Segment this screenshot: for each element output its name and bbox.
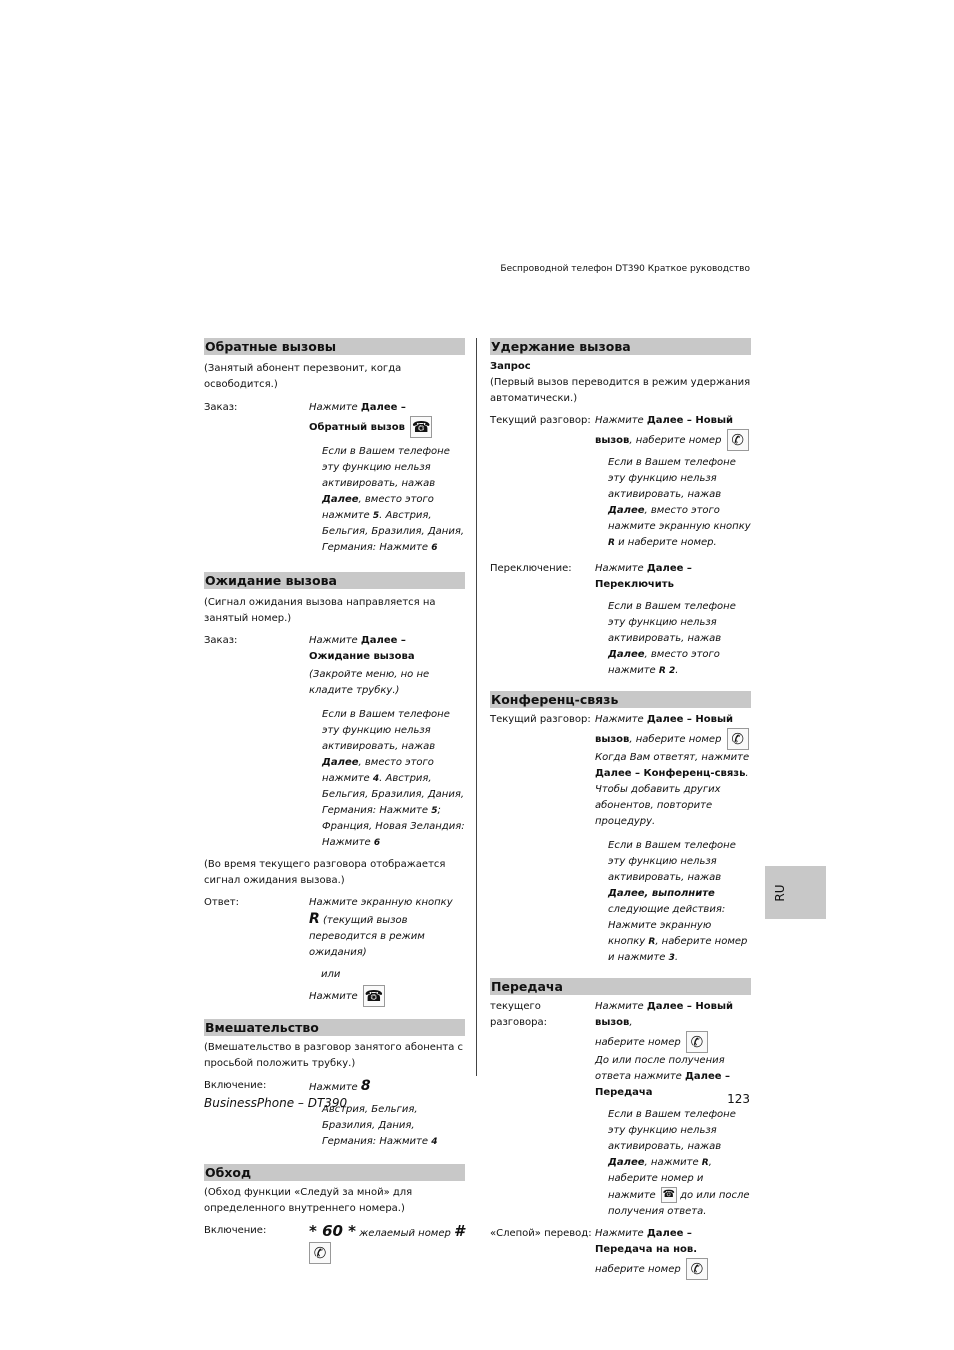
conference-action: Нажмите Далее – Новый вызов, наберите номер ✆ Когда Вам ответят, нажмите Далее – Конференц-связь. Чтобы добавить других абонентов, повторите процедуру. xyxy=(595,714,750,827)
conference-note: Если в Вашем телефоне эту функцию нельзя активировать, нажав Далее, выполните следующие действия: Нажмите экранную кнопку R, наберите номер и нажмите 3. xyxy=(608,840,748,963)
waiting-action: Нажмите Далее – Ожидание вызова xyxy=(309,635,415,662)
section-title-conference: Конференц-связь xyxy=(490,691,751,708)
hold-label: Текущий разговор: xyxy=(490,415,591,426)
blind-transfer-label: «Слепой» перевод: xyxy=(490,1228,592,1239)
callback-description: (Занятый абонент перезвонит, когда освободится.) xyxy=(204,363,402,390)
language-tab: RU xyxy=(765,866,826,919)
section-title-callback: Обратные вызовы xyxy=(204,338,465,355)
callback-icon: ☎ xyxy=(411,418,431,436)
answer-action: Нажмите экранную кнопку R (текущий вызов переводится в режим ожидания) xyxy=(309,897,453,958)
blind-transfer-action: Нажмите Далее – Передача на нов. наберите номер ✆ xyxy=(595,1226,751,1280)
waiting-note: Если в Вашем телефоне эту функцию нельзя активировать, нажав Далее, вместо этого нажмите 4. Австрия, Бельгия, Бразилия, Дания, Германия: Нажмите 5; Франция, Новая Зеландия: Нажмите 6 xyxy=(322,709,465,848)
intrusion-description: (Вмешательство в разговор занятого абонента с просьбой положить трубку.) xyxy=(204,1042,464,1069)
handset-icon: ✆ xyxy=(686,1258,708,1280)
waiting-description-2: (Во время текущего разговора отображается сигнал ожидания вызова.) xyxy=(204,859,446,886)
answer-or: или xyxy=(321,969,341,980)
left-column xyxy=(204,338,465,1264)
callback-note: Если в Вашем телефоне эту функцию нельзя активировать, нажав Далее, вместо этого нажмите 5. Австрия, Бельгия, Бразилия, Дания, Германия: Нажмите 6 xyxy=(322,446,465,553)
section-title-waiting: Ожидание вызова xyxy=(204,572,465,589)
switch-action: Нажмите Далее – Переключить xyxy=(595,563,692,590)
intrusion-action: Нажмите 8 xyxy=(309,1078,371,1094)
page-number: 123 xyxy=(727,1092,750,1106)
hold-note: Если в Вашем телефоне эту функцию нельзя активировать, нажав Далее, вместо этого нажмите экранную кнопку R и наберите номер. xyxy=(608,457,751,548)
bypass-description: (Обход функции «Следуй за мной» для определенного внутреннего номера.) xyxy=(204,1187,413,1214)
waiting-label: Заказ: xyxy=(204,635,238,646)
footer-product: BusinessPhone – DT390 xyxy=(204,1096,348,1110)
column-divider xyxy=(476,338,477,1076)
right-column xyxy=(490,338,751,1280)
section-title-hold: Удержание вызова xyxy=(490,338,751,355)
handset-icon: ✆ xyxy=(727,728,749,750)
bypass-label: Включение: xyxy=(204,1225,267,1236)
bypass-action: * 60 * желаемый номер # ✆ xyxy=(309,1222,465,1262)
switch-label: Переключение: xyxy=(490,563,572,574)
switch-note: Если в Вашем телефоне эту функцию нельзя активировать, нажав Далее, вместо этого нажмите R 2. xyxy=(608,601,736,676)
waiting-hint: (Закройте меню, но не кладите трубку.) xyxy=(309,669,430,696)
intrusion-note: Австрия, Бельгия, Бразилия, Дания, Германия: Нажмите 4 xyxy=(322,1104,438,1147)
waiting-description: (Сигнал ожидания вызова направляется на занятый номер.) xyxy=(204,597,436,624)
section-title-intrusion: Вмешательство xyxy=(204,1019,465,1036)
transfer-note: Если в Вашем телефоне эту функцию нельзя активировать, нажав Далее, нажмите R, наберите номер и нажмите ☎ до или после получения ответа. xyxy=(608,1109,750,1217)
section-title-bypass: Обход xyxy=(204,1164,465,1181)
document-header: Беспроводной телефон DT390 Краткое руководство xyxy=(500,264,750,274)
answer-press: Нажмите ☎ xyxy=(309,987,384,1005)
hold-action: Нажмите Далее – Новый вызов, наберите номер ✆ xyxy=(595,413,751,451)
handset-icon: ✆ xyxy=(309,1242,331,1264)
hold-description: (Первый вызов переводится в режим удержания автоматически.) xyxy=(490,377,751,404)
answer-label: Ответ: xyxy=(204,897,239,908)
conference-label: Текущий разговор: xyxy=(490,714,591,725)
callback-icon-2: ☎ xyxy=(364,987,384,1005)
intrusion-label: Включение: xyxy=(204,1080,267,1091)
hold-subtitle: Запрос xyxy=(490,361,531,372)
transfer-label: текущего разговора: xyxy=(490,1001,548,1028)
handset-icon: ✆ xyxy=(727,429,749,451)
callback-action: Нажмите Далее – Обратный вызов ☎ xyxy=(309,402,431,436)
handset-icon: ✆ xyxy=(686,1031,708,1053)
callback-icon-small: ☎ xyxy=(661,1187,677,1203)
callback-label: Заказ: xyxy=(204,402,238,413)
transfer-action: Нажмите Далее – Новый вызов, наберите номер ✆ До или после получения ответа нажмите Далее – Передача xyxy=(595,1001,733,1098)
section-title-transfer: Передача xyxy=(490,978,751,995)
